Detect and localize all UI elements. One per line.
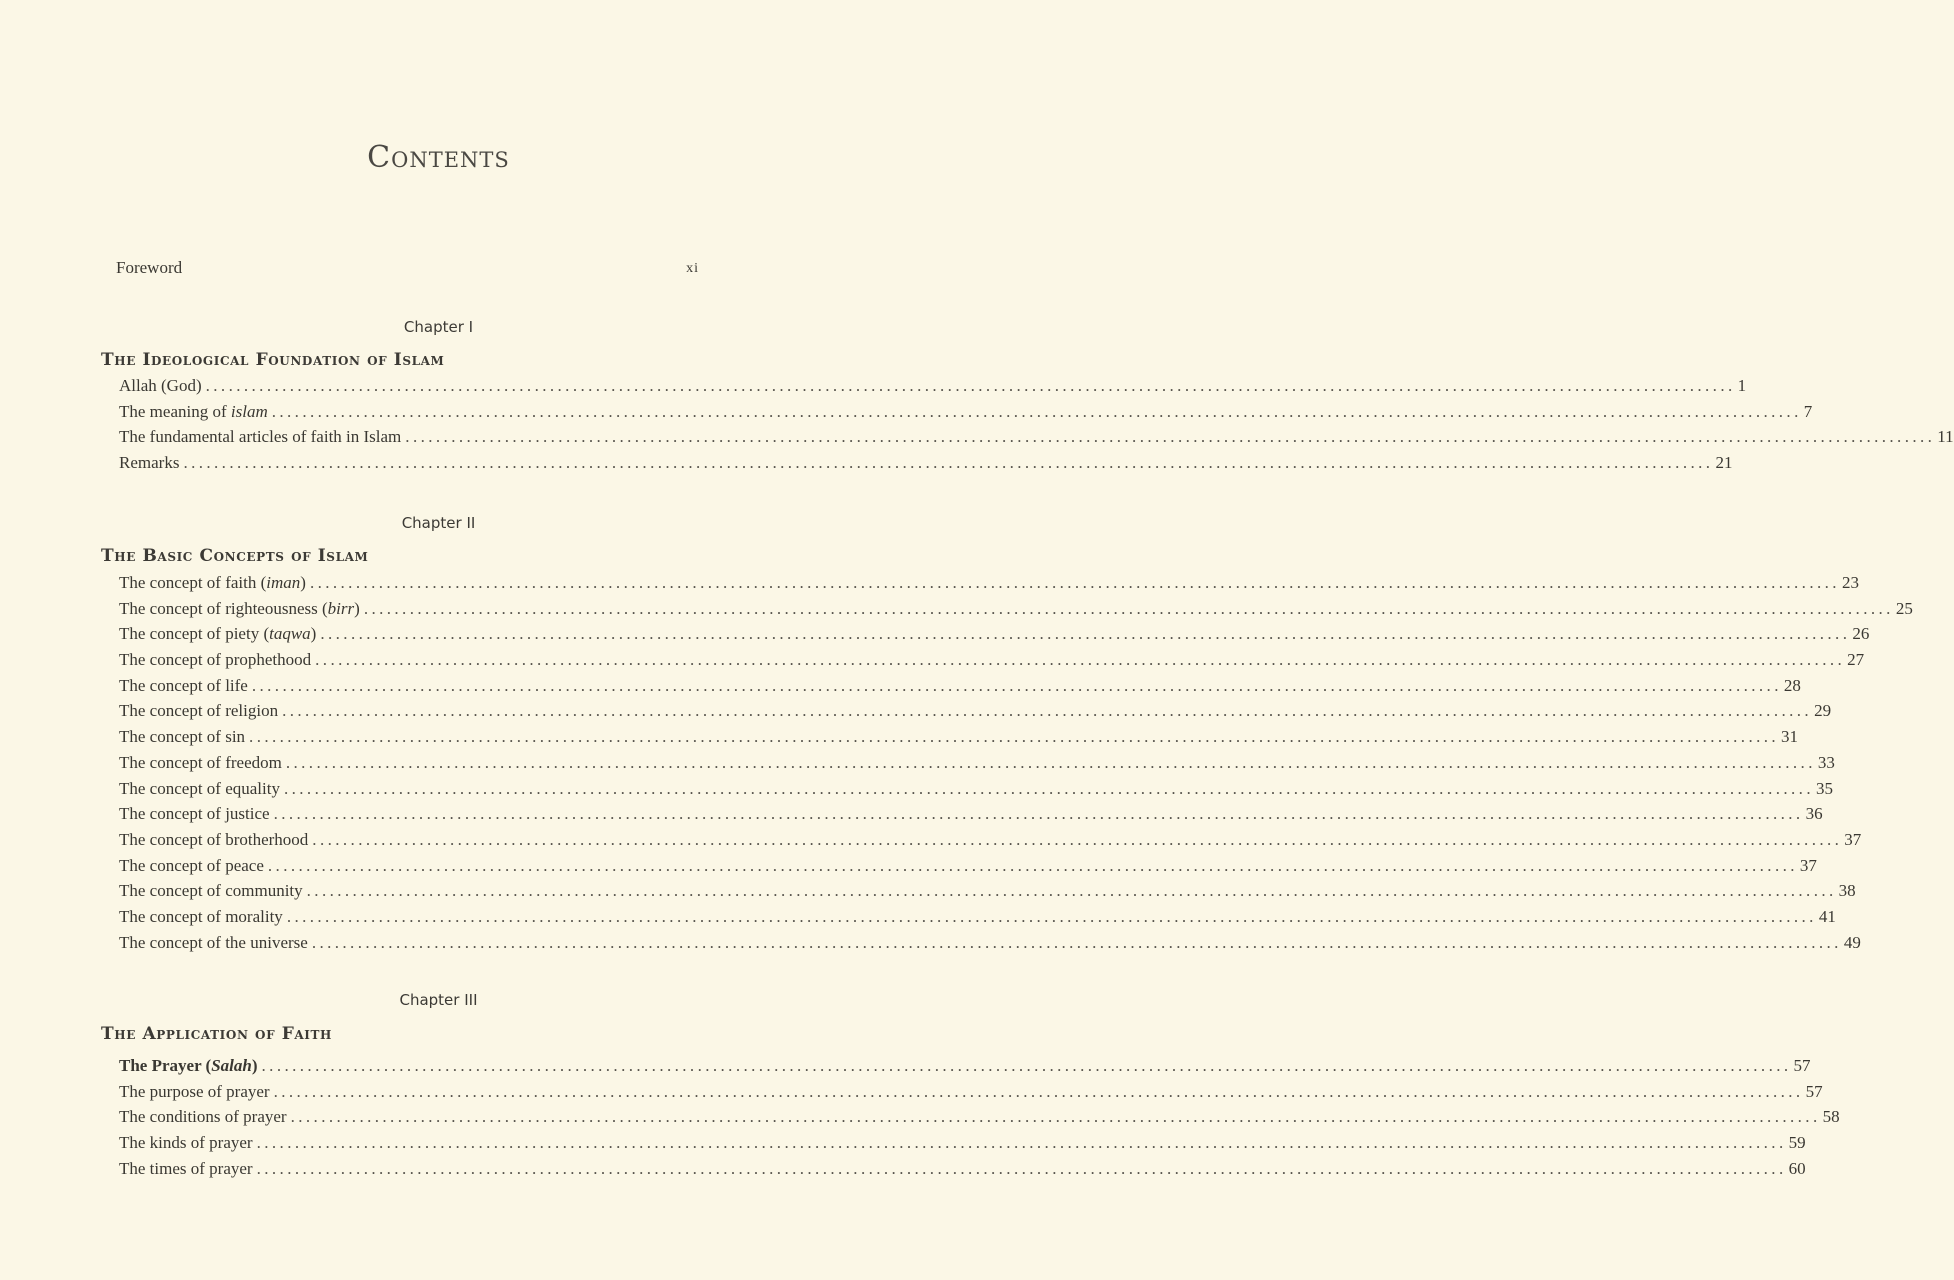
toc-entry-title: The Prayer (Salah) [119, 1056, 258, 1075]
toc-entry[interactable] [119, 801, 1823, 827]
dot-leader: ........................................................................................................................................................................................................ [312, 829, 1843, 849]
toc-entry[interactable] [119, 647, 1865, 673]
toc-entry[interactable] [119, 450, 1733, 476]
toc-entry-italic-term: iman [266, 573, 301, 592]
chapter-3-label: Chapter III [399, 991, 478, 1009]
foreword-entry[interactable] [116, 258, 699, 278]
toc-page-number: 59 [1788, 1133, 1806, 1153]
dot-leader: ........................................................................................................................................................................................................ [273, 804, 1804, 824]
toc-entry-title: The concept of peace [119, 855, 264, 875]
dot-leader: ........................................................................................................................................................................................................ [256, 1158, 1787, 1178]
dot-leader: ........................................................................................................................................................................................................ [311, 932, 1842, 952]
toc-page-number: 23 [1841, 573, 1859, 592]
toc-page-number: 7 [1803, 401, 1813, 421]
chapter-3-entries [119, 1053, 1840, 1181]
toc-entry-italic-term: islam [230, 401, 268, 421]
toc-page-number: 11 [1937, 427, 1954, 447]
toc-page-number: 57 [1793, 1056, 1811, 1075]
toc-page-number: 28 [1783, 675, 1801, 695]
toc-entry[interactable] [119, 1053, 1811, 1079]
dot-leader: ........................................................................................................................................................................................................ [261, 1056, 1792, 1075]
toc-entry[interactable] [119, 930, 1861, 956]
toc-page-number: 33 [1817, 752, 1835, 772]
dot-leader: ........................................................................................................................................................................................................ [286, 906, 1817, 926]
toc-entry-title: The concept of faith (iman) [119, 573, 306, 592]
toc-page-number: 36 [1805, 804, 1823, 824]
toc-entry[interactable] [119, 698, 1832, 724]
toc-entry-title: The fundamental articles of faith in Islam [119, 427, 402, 447]
toc-entry[interactable] [119, 904, 1836, 930]
toc-entry[interactable] [119, 1156, 1806, 1182]
chapter-2-title: The Basic Concepts of Islam [101, 546, 369, 566]
chapter-2-label: Chapter II [401, 514, 476, 532]
dot-leader: ........................................................................................................................................................................................................ [249, 727, 1780, 747]
dot-leader: ........................................................................................................................................................................................................ [282, 701, 1813, 721]
dot-leader: ........................................................................................................................................................................................................ [267, 855, 1798, 875]
chapter-1-entries [119, 373, 1954, 476]
toc-entry[interactable] [119, 570, 1859, 596]
toc-entry-title: The concept of life [119, 675, 248, 695]
dot-leader: ........................................................................................................................................................................................................ [273, 1081, 1804, 1101]
toc-page-number: 49 [1843, 932, 1861, 952]
dot-leader: ........................................................................................................................................................................................................ [320, 624, 1851, 644]
dot-leader: ........................................................................................................................................................................................................ [309, 573, 1840, 592]
dot-leader: ........................................................................................................................................................................................................ [363, 598, 1894, 618]
dot-leader: ........................................................................................................................................................................................................ [251, 675, 1782, 695]
foreword-label: Foreword [116, 258, 183, 277]
dot-leader: ........................................................................................................................................................................................................ [306, 881, 1837, 901]
toc-entry[interactable] [119, 596, 1913, 622]
toc-page-number: 57 [1805, 1081, 1823, 1101]
toc-page-number: 60 [1788, 1158, 1806, 1178]
toc-entry-italic-term: birr [327, 598, 355, 618]
dot-leader: ........................................................................................................................................................................................................ [271, 401, 1802, 421]
toc-page-number: 37 [1799, 855, 1817, 875]
chapter-2-entries [119, 570, 1913, 955]
toc-entry-title: The times of prayer [119, 1158, 253, 1178]
toc-page-number: 25 [1895, 598, 1913, 618]
dot-leader: ........................................................................................................................................................................................................ [205, 376, 1736, 395]
toc-entry[interactable] [119, 373, 1747, 399]
toc-entry[interactable] [119, 621, 1870, 647]
toc-page-number: 21 [1715, 453, 1733, 473]
toc-entry-title: Allah (God) [119, 376, 202, 395]
toc-entry-title: The purpose of prayer [119, 1081, 270, 1101]
toc-page-number: 37 [1844, 829, 1862, 849]
toc-page-number: 35 [1815, 778, 1833, 798]
foreword-page-number: xi [686, 261, 699, 276]
toc-entry-title: The concept of justice [119, 804, 270, 824]
toc-entry[interactable] [119, 399, 1813, 425]
toc-page-number: 26 [1852, 624, 1870, 644]
toc-entry[interactable] [119, 878, 1856, 904]
toc-page-number: 29 [1814, 701, 1832, 721]
toc-entry-title: The concept of prophethood [119, 650, 312, 670]
toc-entry[interactable] [119, 424, 1954, 450]
dot-leader: ........................................................................................................................................................................................................ [290, 1107, 1821, 1127]
toc-entry[interactable] [119, 724, 1799, 750]
page-title: Contents [367, 140, 510, 175]
toc-entry-title: The concept of piety (taqwa) [119, 624, 317, 644]
toc-page-number: 58 [1822, 1107, 1840, 1127]
toc-page-number: 1 [1737, 376, 1747, 395]
toc-entry[interactable] [119, 853, 1817, 879]
toc-entry-title: The concept of brotherhood [119, 829, 309, 849]
toc-entry-title: The kinds of prayer [119, 1133, 253, 1153]
toc-page-number: 27 [1847, 650, 1865, 670]
toc-entry-title: The concept of sin [119, 727, 246, 747]
toc-entry-italic-term: Salah [211, 1056, 252, 1075]
toc-entry-title: The concept of equality [119, 778, 280, 798]
toc-entry-title: The concept of morality [119, 906, 283, 926]
toc-entry-title: The conditions of prayer [119, 1107, 287, 1127]
dot-leader: ........................................................................................................................................................................................................ [285, 752, 1816, 772]
chapter-3-title: The Application of Faith [101, 1024, 332, 1044]
dot-leader: ........................................................................................................................................................................................................ [256, 1133, 1787, 1153]
toc-page-number: 31 [1781, 727, 1799, 747]
toc-entry-title: The concept of religion [119, 701, 279, 721]
chapter-1-title: The Ideological Foundation of Islam [101, 350, 445, 370]
dot-leader: ........................................................................................................................................................................................................ [183, 453, 1714, 473]
toc-entry-title: The concept of community [119, 881, 303, 901]
toc-page-number: 41 [1818, 906, 1836, 926]
toc-entry[interactable] [119, 827, 1862, 853]
toc-entry-title: Remarks [119, 453, 180, 473]
dot-leader: ........................................................................................................................................................................................................ [283, 778, 1814, 798]
dot-leader: ........................................................................................................................................................................................................ [315, 650, 1846, 670]
dot-leader: ........................................................................................................................................................................................................ [405, 427, 1936, 447]
toc-entry[interactable] [119, 1079, 1823, 1105]
toc-entry-title: The concept of righteousness (birr) [119, 598, 360, 618]
toc-entry-title: The concept of freedom [119, 752, 282, 772]
toc-entry[interactable] [119, 1130, 1806, 1156]
toc-entry-title: The meaning of islam [119, 401, 268, 421]
toc-entry[interactable] [119, 673, 1801, 699]
toc-entry[interactable] [119, 1104, 1840, 1130]
toc-entry-italic-term: taqwa [269, 624, 311, 644]
toc-entry[interactable] [119, 776, 1833, 802]
toc-entry[interactable] [119, 750, 1835, 776]
toc-page-number: 38 [1838, 881, 1856, 901]
toc-entry-title: The concept of the universe [119, 932, 308, 952]
chapter-1-label: Chapter I [403, 318, 474, 336]
